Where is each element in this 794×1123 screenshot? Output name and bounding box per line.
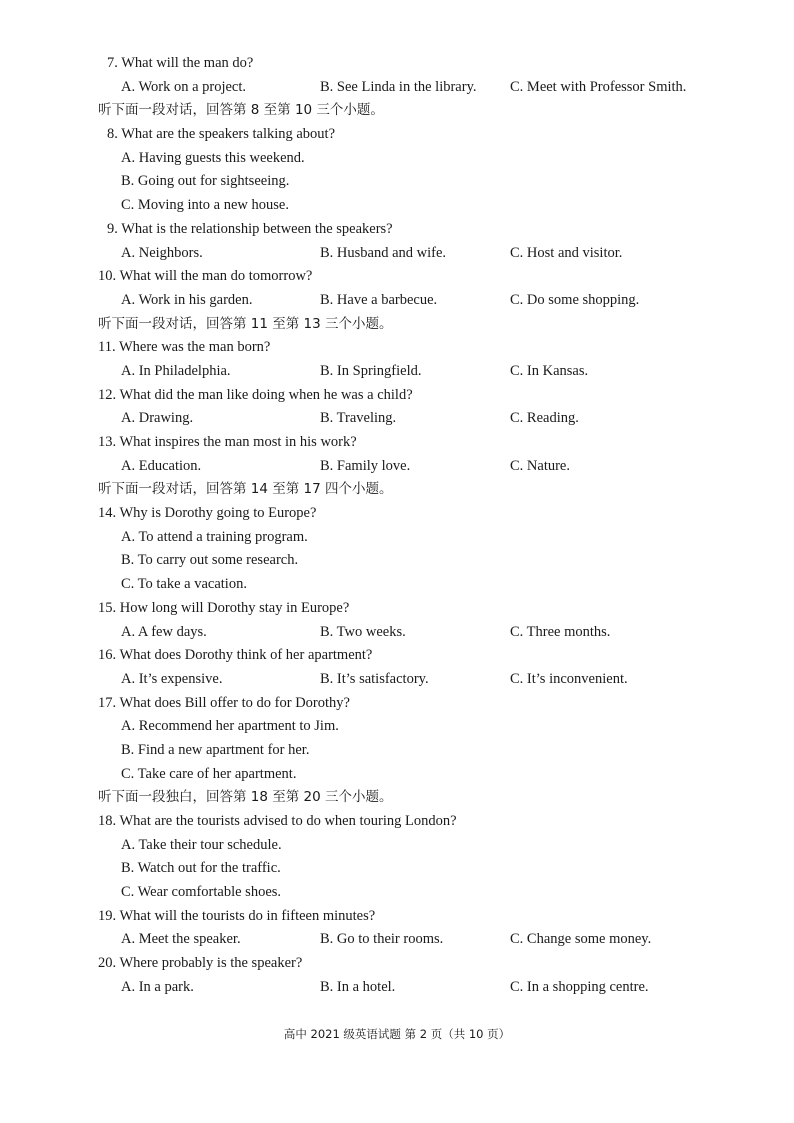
answer-option: B. Watch out for the traffic.	[121, 860, 281, 877]
exam-page	[0, 52, 794, 1000]
answer-option: B. Going out for sightseeing.	[121, 173, 290, 190]
answer-option-b: B. See Linda in the library.	[320, 78, 477, 95]
answer-option-c: C. Meet with Professor Smith.	[510, 78, 687, 95]
question-stem: 18. What are the tourists advised to do when touring London?	[98, 813, 457, 829]
answer-option: C. Moving into a new house.	[121, 197, 289, 214]
answer-option-a: A. A few days.	[121, 623, 207, 640]
section-instruction: 听下面一段对话，回答第 14 至第 17 四个小题。	[98, 481, 393, 498]
answer-option-a: A. Work on a project.	[121, 78, 247, 95]
answer-option-b: B. Have a barbecue.	[320, 291, 438, 308]
answer-option-b: B. In a hotel.	[320, 978, 396, 995]
answer-option-c: C. Reading.	[510, 410, 579, 427]
answer-option-b: B. Traveling.	[320, 410, 397, 427]
answer-option-a: A. Meet the speaker.	[121, 931, 241, 948]
answer-option-b: B. Go to their rooms.	[320, 931, 444, 948]
answer-options-row	[0, 289, 794, 313]
answer-option-a: A. Education.	[121, 457, 202, 474]
answer-option-c: C. In a shopping centre.	[510, 978, 649, 995]
answer-option-a: A. It’s expensive.	[121, 670, 223, 687]
question-stem: 9. What is the relationship between the speakers?	[107, 220, 393, 237]
answer-option: A. Recommend her apartment to Jim.	[121, 718, 339, 735]
answer-option: A. Having guests this weekend.	[121, 149, 305, 166]
answer-option: A. To attend a training program.	[121, 528, 308, 545]
answer-option-b: B. It’s satisfactory.	[320, 670, 429, 687]
question-stem: 8. What are the speakers talking about?	[107, 126, 336, 143]
answer-option-b: B. Two weeks.	[320, 623, 406, 640]
question-stem: 16. What does Dorothy think of her apartment?	[98, 647, 373, 664]
answer-option-a: A. Work in his garden.	[121, 291, 253, 308]
answer-option-b: B. In Springfield.	[320, 362, 422, 379]
section-instruction: 听下面一段对话，回答第 11 至第 13 三个小题。	[98, 315, 393, 332]
answer-option: B. Find a new apartment for her.	[121, 741, 310, 758]
question-stem: 20. Where probably is the speaker?	[98, 955, 303, 972]
section-instruction: 听下面一段独白，回答第 18 至第 20 三个小题。	[98, 789, 393, 806]
answer-option: C. Wear comfortable shoes.	[121, 884, 282, 901]
page-footer: 高中 2021 级英语试题 第 2 页（共 10 页）	[283, 1027, 511, 1041]
answer-option-a: A. In a park.	[121, 978, 194, 995]
answer-option: C. To take a vacation.	[121, 576, 247, 593]
question-stem: 13. What inspires the man most in his work?	[98, 434, 357, 450]
question-stem: 14. Why is Dorothy going to Europe?	[98, 505, 317, 522]
question-stem: 15. How long will Dorothy stay in Europe?	[98, 599, 350, 616]
question-stem: 19. What will the tourists do in fifteen minutes?	[98, 907, 376, 924]
answer-options-row	[0, 360, 794, 384]
answer-options-row	[0, 668, 794, 692]
answer-option: B. To carry out some research.	[121, 552, 299, 569]
question-stem: 12. What did the man like doing when he was a child?	[98, 386, 413, 403]
answer-option-c: C. Nature.	[510, 457, 570, 474]
answer-option: A. Take their tour schedule.	[121, 836, 282, 853]
answer-option-a: A. In Philadelphia.	[121, 362, 231, 379]
answer-option-c: C. Three months.	[510, 623, 611, 640]
answer-options-row	[0, 976, 794, 1000]
answer-options-row	[0, 76, 794, 100]
question-stem: 17. What does Bill offer to do for Dorothy?	[98, 694, 350, 711]
answer-option: C. Take care of her apartment.	[121, 765, 297, 782]
answer-options-row	[0, 242, 794, 266]
answer-option-c: C. Do some shopping.	[510, 291, 640, 308]
section-instruction: 听下面一段对话，回答第 8 至第 10 三个小题。	[98, 102, 384, 119]
answer-option-c: C. In Kansas.	[510, 362, 589, 379]
answer-options-row	[0, 928, 794, 952]
answer-option-c: C. Change some money.	[510, 931, 652, 948]
question-stem: 7. What will the man do?	[107, 55, 254, 71]
answer-option-a: A. Drawing.	[121, 410, 194, 427]
answer-option-b: B. Family love.	[320, 457, 411, 474]
answer-option-c: C. Host and visitor.	[510, 244, 623, 261]
answer-option-c: C. It’s inconvenient.	[510, 670, 628, 687]
answer-option-b: B. Husband and wife.	[320, 244, 447, 261]
question-stem: 11. Where was the man born?	[98, 339, 271, 356]
answer-options-row	[0, 407, 794, 431]
answer-options-row	[0, 455, 794, 479]
question-stem: 10. What will the man do tomorrow?	[98, 268, 313, 285]
answer-options-row	[0, 621, 794, 645]
answer-option-a: A. Neighbors.	[121, 244, 203, 261]
